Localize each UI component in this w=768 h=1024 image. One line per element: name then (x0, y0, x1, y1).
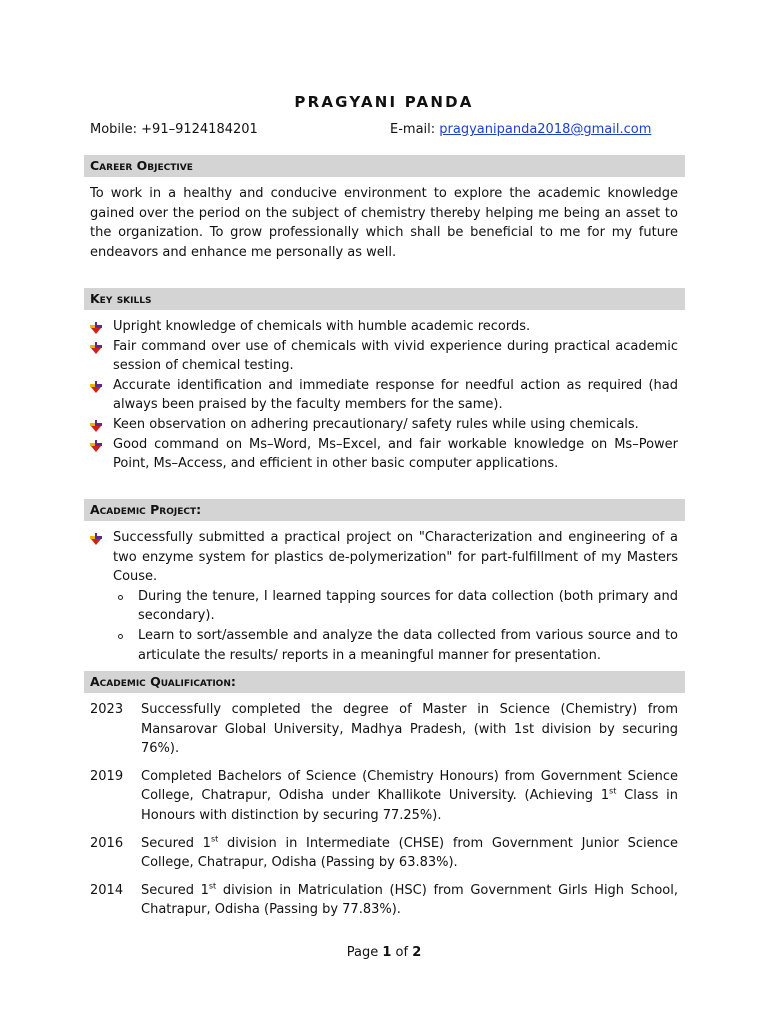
mobile-label: Mobile: (90, 122, 142, 137)
list-item (90, 415, 678, 435)
project-sub-text: During the tenure, I learned tapping sources for data collection (both primary and secondary). (138, 588, 678, 624)
qualification-row (90, 881, 678, 920)
arrow-bullet-icon (90, 380, 102, 392)
current-page: 1 (382, 945, 392, 960)
email-label: E-mail: (390, 122, 440, 137)
qualification-year: 2014 (90, 882, 124, 898)
email (390, 122, 651, 138)
list-item (90, 337, 678, 376)
skill-text: Keen observation on adhering precautionary/ safety rules while using chemicals. (113, 416, 639, 432)
qualification-text-cont: Class in Honours with distinction by securing 77.25%). (141, 788, 678, 823)
page-number (0, 945, 768, 960)
list-item (90, 435, 678, 474)
career-objective-heading: Career Objective (84, 155, 685, 177)
qualification-year: 2016 (90, 835, 124, 851)
arrow-bullet-icon (90, 439, 102, 451)
ordinal-suffix: st (208, 881, 217, 891)
list-item (90, 376, 678, 415)
page-label: Page (346, 945, 383, 960)
mobile-value: +91–9124184201 (141, 122, 258, 137)
circle-bullet-icon (118, 595, 123, 600)
academic-project-list (90, 528, 678, 665)
career-objective-text: To work in a healthy and conducive environment to explore the academic knowledge gained over the period on the subject of chemistry thereby helping me being an asset to the organization. To grow professionally which shall be beneficial to me for my future endeavors and enhance me personally as well. (90, 186, 678, 260)
arrow-bullet-icon (90, 419, 102, 431)
qualification-year: 2023 (90, 702, 124, 717)
candidate-name: PRAGYANI PANDA (294, 93, 474, 111)
of-label: of (391, 945, 413, 960)
skill-text: Fair command over use of chemicals with vivid experience during practical academic session of chemical testing. (113, 338, 678, 374)
list-item (113, 626, 678, 665)
ordinal-suffix: st (210, 834, 219, 844)
qualification-text: Completed Bachelors of Science (Chemistry Honours) from Government Science College, Chatrapur, Odisha under Khallikote University. (Achieving 1 (141, 768, 678, 804)
project-sub-list (113, 587, 678, 665)
qualification-row (90, 700, 678, 759)
project-sub-text: Learn to sort/assemble and analyze the data collected from various source and to articulate the results/ reports in a meaningful manner for presentation. (138, 627, 678, 663)
total-pages: 2 (412, 945, 422, 960)
key-skills-heading: Key skills (84, 288, 685, 310)
mobile-number (90, 122, 258, 138)
project-text: Successfully submitted a practical project on "Characterization and engineering of a two enzyme system for plastics de-polymerization" for part-fulfillment of my Masters Couse. (113, 530, 678, 585)
list-item (113, 587, 678, 626)
skill-text: Good command on Ms–Word, Ms–Excel, and fair workable knowledge on Ms–Power Point, Ms–Access, and efficient in other basic computer applications. (113, 436, 678, 472)
arrow-bullet-icon (90, 532, 102, 544)
ordinal-suffix: st (609, 787, 617, 797)
qualification-text: Secured 1 (141, 835, 211, 851)
qualification-text-cont: division in Matriculation (HSC) from Government Girls High School, Chatrapur, Odisha (Passing by 77.83%). (141, 882, 678, 918)
key-skills-list (90, 317, 678, 474)
qualification-table (90, 700, 678, 928)
skill-text: Upright knowledge of chemicals with humble academic records. (113, 319, 531, 334)
email-link[interactable]: pragyanipanda2018@gmail.com (439, 122, 652, 137)
arrow-bullet-icon (90, 341, 102, 353)
qualification-row (90, 834, 678, 873)
qualification-year: 2019 (90, 768, 124, 784)
qualification-text-cont: division in Intermediate (CHSE) from Government Junior Science College, Chatrapur, Odisha (Passing by 63.83%). (141, 835, 678, 871)
list-item (90, 528, 678, 665)
qualification-row (90, 767, 678, 826)
skill-text: Accurate identification and immediate response for needful action as required (had always been praised by the faculty members for the same). (113, 377, 678, 413)
qualification-text: Successfully completed the degree of Master in Science (Chemistry) from Mansarovar Global University, Madhya Pradesh, (with 1st division by securing 76%). (141, 702, 678, 757)
academic-qualification-heading: Academic Qualification: (84, 671, 685, 693)
qualification-text: Secured 1 (141, 882, 209, 898)
arrow-bullet-icon (90, 321, 102, 333)
circle-bullet-icon (118, 634, 123, 639)
list-item (90, 317, 678, 337)
academic-project-heading: Academic Project: (84, 499, 685, 521)
